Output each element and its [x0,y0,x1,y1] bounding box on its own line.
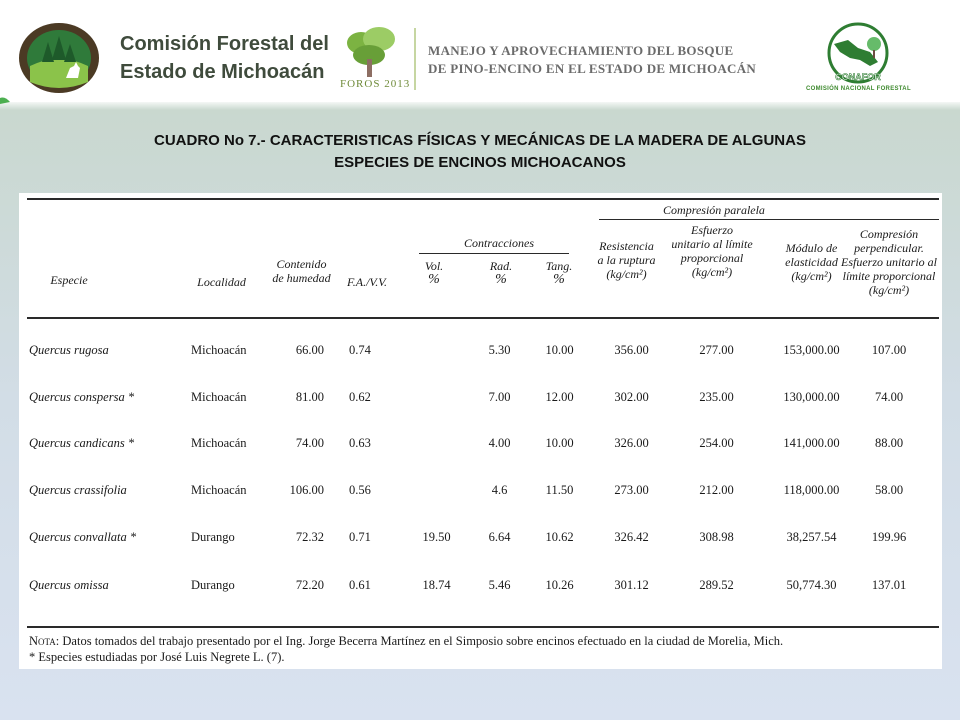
event-line-2: DE PINO-ENCINO EN EL ESTADO DE MICHOACÁN [428,61,757,76]
cell-perp: 199.96 [871,530,907,544]
cell-fa: 0.63 [349,436,371,450]
cell-esf: 235.00 [699,390,734,404]
cell-humedad: 81.00 [295,390,324,404]
cell-localidad: Michoacán [191,483,247,497]
col-tang-line-1: Tang. [545,259,573,273]
col-tang [539,259,579,287]
cell-res: 356.00 [614,343,649,357]
corner-accent-icon [0,96,10,104]
table-bottom-rule [27,626,939,628]
col-perp-line-1: Compresión [859,227,919,241]
cell-perp: 137.01 [871,578,907,592]
conafor-subtitle: COMISIÓN NACIONAL FORESTAL [806,86,911,92]
note-line-1: Datos tomados del trabajo presentado por el Ing. Jorge Becerra Martínez en el Simposio sobre encinos efectuado en la ciudad de Morelia, Mich. [62,634,784,648]
cell-humedad: 72.20 [295,578,324,592]
cell-fa: 0.71 [349,530,371,544]
cell-fa: 0.62 [349,390,371,404]
group-contracciones: Contracciones [464,236,534,250]
col-perp-line-5: (kg/cm²) [868,283,910,297]
cell-perp: 88.00 [874,436,904,450]
org-line-1: Comisión Forestal del [120,33,329,55]
cell-res: 326.42 [614,530,649,544]
col-vol [414,259,454,287]
table-note [29,633,783,665]
col-mod-line-2: elasticidad [785,255,838,269]
cofom-logo-icon [18,22,100,94]
org-name [120,30,329,86]
cell-fa: 0.74 [349,343,371,357]
header [0,0,960,102]
cell-rad: 7.00 [488,390,511,404]
cell-rad: 4.6 [491,483,508,497]
col-esfuerzo [667,223,757,279]
cell-vol: 19.50 [422,530,451,544]
cell-tang: 10.26 [545,578,574,592]
cell-especie: Quercus candicans * [29,436,135,450]
cell-localidad: Michoacán [191,390,247,404]
col-fa-vv: F.A./V.V. [346,275,387,289]
cell-humedad: 74.00 [295,436,324,450]
cell-esf: 277.00 [699,343,734,357]
cell-perp: 74.00 [874,390,904,404]
col-esf-line-4: (kg/cm²) [691,265,733,279]
note-label: Nota: [29,634,60,648]
title-line-1: CUADRO No 7.- CARACTERISTICAS FÍSICAS Y MECÁNICAS DE LA MADERA DE ALGUNAS [154,132,806,149]
col-mod-line-3: (kg/cm²) [791,269,832,283]
col-res-line-3: (kg/cm²) [606,267,647,281]
cell-esf: 212.00 [699,483,734,497]
cell-fa: 0.56 [349,483,371,497]
col-resistencia [589,239,664,281]
group-compresion-paralela: Compresión paralela [663,203,765,217]
col-localidad: Localidad [197,275,246,289]
cell-tang: 10.00 [545,343,574,357]
cell-esf: 308.98 [699,530,734,544]
col-humedad [269,257,334,285]
col-tang-line-2: % [553,272,565,287]
col-especie: Especie [50,273,88,287]
col-vol-line-2: % [428,272,440,287]
note-line-2: * Especies estudiadas por José Luis Negrete L. (7). [29,650,285,664]
cell-mod: 141,000.00 [783,436,840,450]
cell-especie: Quercus crassifolia [29,483,127,497]
cell-humedad: 72.32 [295,530,324,544]
col-perp-line-4: límite proporcional [842,269,936,283]
col-rad-line-1: Rad. [489,259,513,273]
cell-localidad: Michoacán [191,436,247,450]
col-rad-line-2: % [495,272,507,287]
cell-mod: 130,000.00 [783,390,840,404]
cell-especie: Quercus omissa [29,578,109,592]
col-esf-line-2: unitario al límite [671,237,753,251]
header-bottom-rule [27,317,939,319]
cell-rad: 5.46 [488,578,511,592]
foros-label: FOROS 2013 [340,78,411,90]
cell-perp: 58.00 [874,483,904,497]
col-res-line-1: Resistencia [599,239,654,253]
cell-especie: Quercus conspersa * [29,390,135,404]
cell-perp: 107.00 [871,343,907,357]
cell-mod: 118,000.00 [783,483,840,497]
event-line-1: MANEJO Y APROVECHAMIENTO DEL BOSQUE [428,43,734,58]
cell-localidad: Michoacán [191,343,247,357]
cell-esf: 289.52 [699,578,734,592]
col-esf-line-1: Esfuerzo [691,223,733,237]
cell-res: 326.00 [614,436,649,450]
cell-humedad: 106.00 [289,483,324,497]
col-mod-line-1: Módulo de [785,241,838,255]
cell-rad: 5.30 [488,343,511,357]
col-humedad-line-2: de humedad [272,271,331,285]
slide-title [0,130,960,174]
cell-especie: Quercus convallata * [29,530,137,544]
cell-localidad: Durango [191,530,235,544]
cell-tang: 10.00 [545,436,574,450]
cell-mod: 50,774.30 [786,578,837,592]
contracciones-group-rule [419,253,569,254]
title-line-2: ESPECIES DE ENCINOS MICHOACANOS [334,154,626,171]
org-line-2: Estado de Michoacán [120,61,325,83]
conafor-brand: CONAFOR [835,72,881,82]
conafor-logo-icon [818,22,898,84]
event-title [428,42,756,78]
cell-esf: 254.00 [699,436,734,450]
col-vol-line-1: Vol. [424,259,444,273]
scanned-table [19,193,942,669]
col-humedad-line-1: Contenido [276,257,327,271]
col-perp-line-2: perpendicular. [854,241,924,255]
col-esf-line-3: proporcional [680,251,744,265]
cell-res: 273.00 [614,483,649,497]
cell-fa: 0.61 [349,578,371,592]
cell-res: 301.12 [614,578,649,592]
col-perpendicular [839,227,939,297]
compresion-group-rule [599,219,939,220]
cell-mod: 153,000.00 [783,343,840,357]
cell-rad: 4.00 [488,436,511,450]
cell-tang: 10.62 [545,530,574,544]
cell-tang: 12.00 [545,390,574,404]
cell-mod: 38,257.54 [786,530,837,544]
col-res-line-2: a la ruptura [597,253,656,267]
col-modulo [774,241,849,283]
cell-especie: Quercus rugosa [29,343,109,357]
header-divider [414,28,416,90]
cell-rad: 6.64 [488,530,511,544]
cell-tang: 11.50 [545,483,574,497]
col-rad [481,259,521,287]
cell-localidad: Durango [191,578,235,592]
cell-res: 302.00 [614,390,649,404]
cell-vol: 18.74 [422,578,451,592]
cell-humedad: 66.00 [295,343,324,357]
col-perp-line-3: Esfuerzo unitario al [840,255,937,269]
table-top-rule [27,198,939,200]
